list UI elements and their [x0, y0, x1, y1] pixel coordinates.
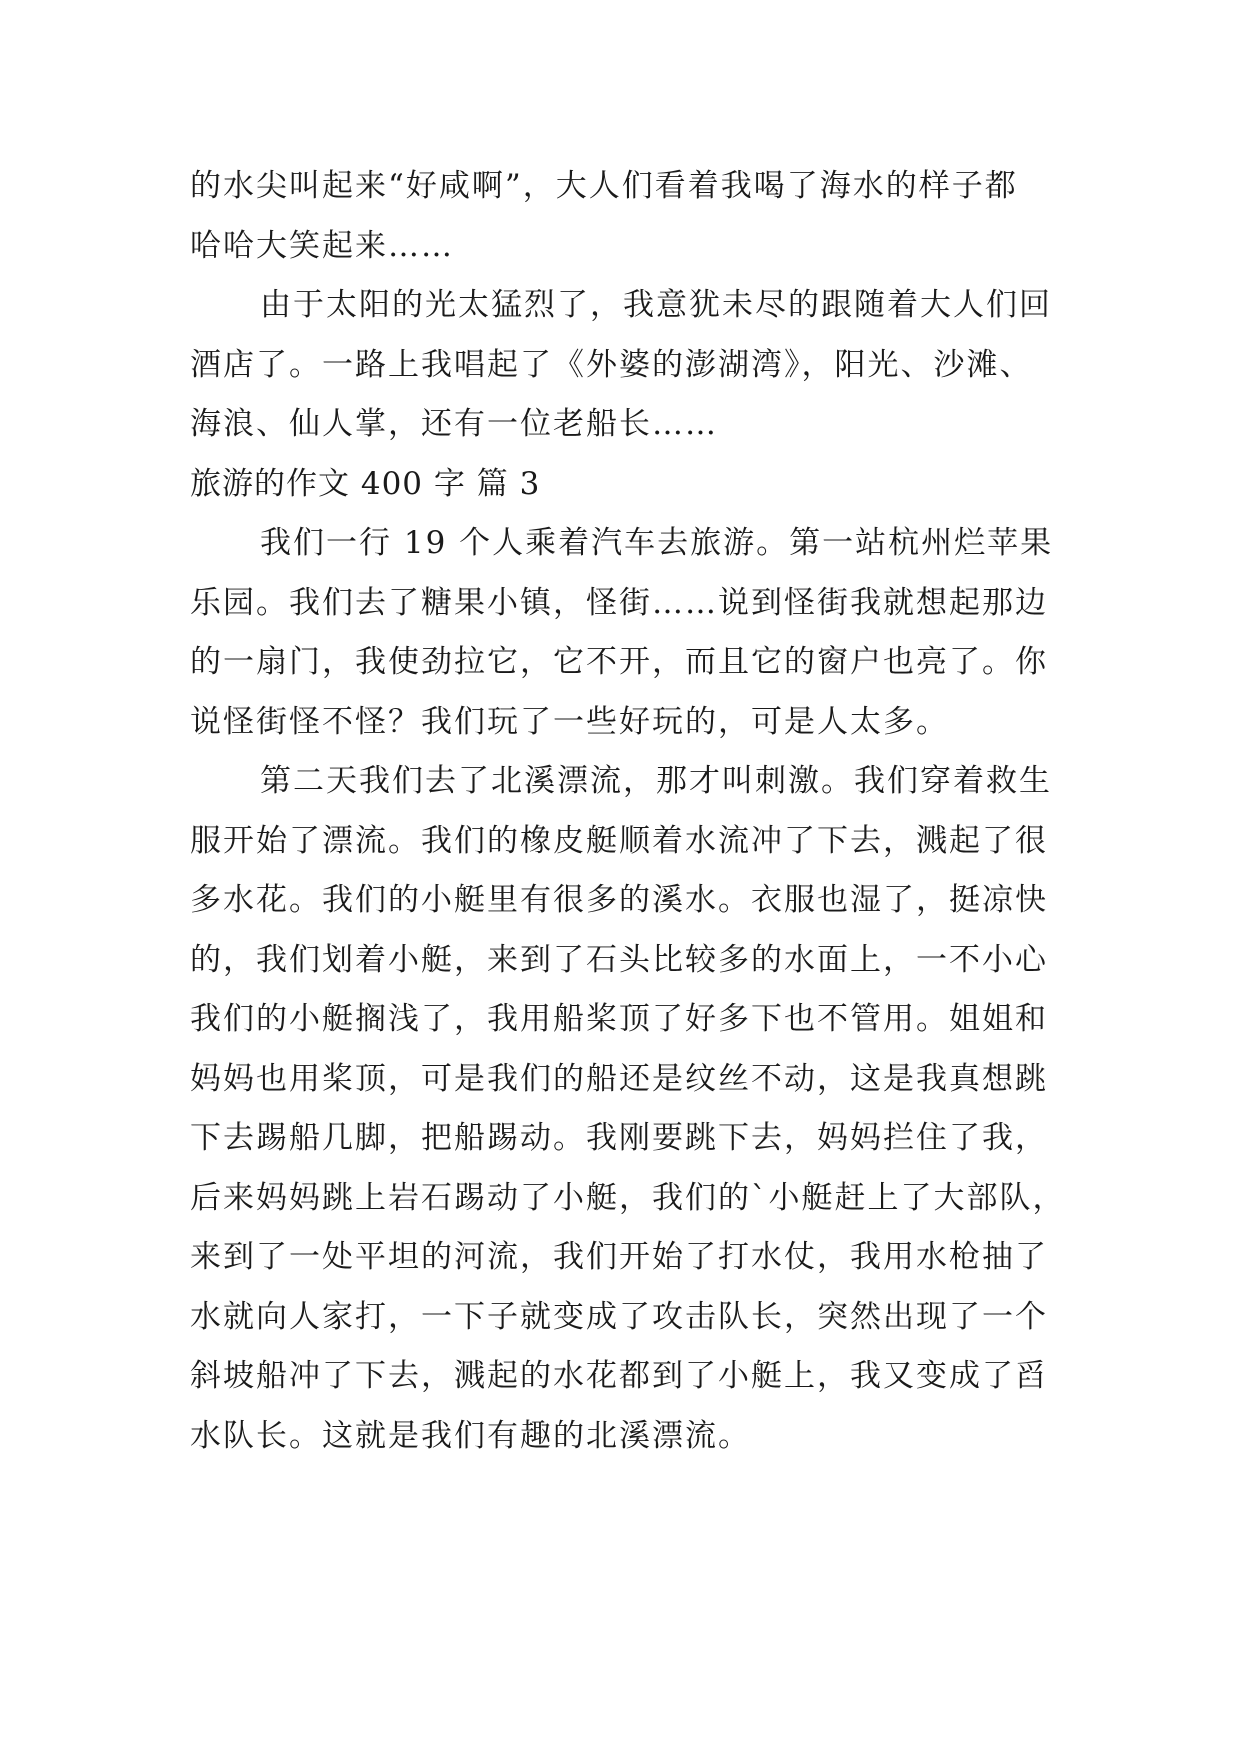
- text-line: 来到了一处平坦的河流，我们开始了打水仗，我用水枪抽了: [190, 1239, 1048, 1275]
- text-line: 我们一行 19 个人乘着汽车去旅游。第一站杭州烂苹果: [260, 525, 1054, 561]
- text-line: 服开始了漂流。我们的橡皮艇顺着水流冲了下去，溅起了很: [190, 822, 1048, 859]
- text-line: 水队长。这就是我们有趣的北溪漂流。: [190, 1417, 751, 1454]
- text-line: 乐园。我们去了糖果小镇，怪街……说到怪街我就想起那边: [190, 584, 1048, 621]
- paragraph-1: [190, 157, 1070, 276]
- text-line: 的，我们划着小艇，来到了石头比较多的水面上，一不小心: [190, 941, 1048, 978]
- text-line: 下去踢船几脚，把船踢动。我刚要跳下去，妈妈拦住了我，: [190, 1120, 1048, 1156]
- text-line: 第二天我们去了北溪漂流，那才叫刺激。我们穿着救生: [260, 763, 1052, 799]
- text-line: 的一扇门，我使劲拉它，它不开，而且它的窗户也亮了。你: [190, 644, 1048, 680]
- text-line: 海浪、仙人掌，还有一位老船长……: [190, 406, 718, 442]
- paragraph-4: [190, 752, 1070, 1466]
- text-line: 由于太阳的光太猛烈了，我意犹未尽的跟随着大人们回: [260, 287, 1052, 323]
- paragraph-2: [190, 276, 1070, 455]
- document-body: [190, 157, 1070, 1466]
- text-line: 哈哈大笑起来……: [190, 227, 454, 264]
- text-line: 妈妈也用桨顶，可是我们的船还是纹丝不动，这是我真想跳: [190, 1060, 1048, 1097]
- text-line: 多水花。我们的小艇里有很多的溪水。衣服也湿了，挺凉快: [190, 882, 1048, 918]
- text-line: 我们的小艇搁浅了，我用船桨顶了好多下也不管用。姐姐和: [190, 1001, 1048, 1037]
- paragraph-3: [190, 514, 1070, 752]
- text-line: 酒店了。一路上我唱起了《外婆的澎湖湾》，阳光、沙滩、: [190, 346, 1033, 383]
- text-line: 斜坡船冲了下去，溅起的水花都到了小艇上，我又变成了舀: [190, 1358, 1048, 1394]
- section-heading: 旅游的作文 400 字 篇 3: [190, 465, 541, 502]
- text-line: 说怪街怪不怪？我们玩了一些好玩的，可是人太多。: [190, 703, 949, 740]
- text-line: 水就向人家打，一下子就变成了攻击队长，突然出现了一个: [190, 1298, 1048, 1335]
- text-line: 的水尖叫起来“好咸啊”，大人们看着我喝了海水的样子都: [190, 168, 1018, 204]
- text-line: 后来妈妈跳上岩石踢动了小艇，我们的`小艇赶上了大部队，: [190, 1179, 1066, 1216]
